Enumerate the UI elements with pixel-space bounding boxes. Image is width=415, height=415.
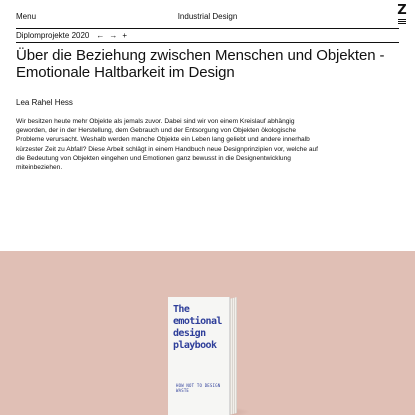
zhdk-logo[interactable] (397, 5, 407, 27)
logo-line (398, 19, 406, 20)
logo-line (398, 21, 406, 22)
project-image (0, 251, 415, 415)
previous-arrow-icon[interactable]: ← (96, 31, 105, 40)
book-subtitle: HOW NOT TO DESIGN WASTE (176, 383, 221, 393)
next-arrow-icon[interactable]: → (109, 31, 118, 40)
book-title-line: emotional (173, 316, 222, 327)
book-cover (168, 297, 230, 415)
book-title-line: design (173, 328, 206, 339)
collection-link[interactable]: Diplomprojekte 2020 (16, 31, 90, 40)
site-title[interactable]: Industrial Design (177, 12, 238, 21)
book-title-line: playbook (173, 340, 217, 351)
plus-icon[interactable]: + (122, 31, 128, 40)
subnav-divider (16, 42, 399, 43)
author-name: Lea Rahel Hess (16, 98, 73, 107)
header-divider (16, 28, 399, 29)
book-title-line: The (173, 304, 190, 315)
book-title (173, 304, 233, 352)
project-navigation (16, 31, 127, 40)
menu-button[interactable]: Menu (16, 12, 37, 21)
logo-line (398, 23, 406, 24)
project-title: Über die Beziehung zwischen Menschen und Objekten - Emotionale Haltbarkeit im Design (16, 47, 385, 81)
logo-letter: Z (397, 3, 407, 18)
top-bar (0, 0, 415, 26)
project-description: Wir besitzen heute mehr Objekte als jemals zuvor. Dabei sind wir von einem Kreislauf abhängig geworden, der in der Herstellung, dem Gebrauch und der Entsorgung von Objekten ökologische Probleme verursacht. Weshalb werden manche Objekte ein Leben lang geliebt und andere innerhalb kürzester Zeit zu Abfall? Diese Arbeit schlägt in einem Handbuch neue Designprinzipien vor, welche auf die Bedeutung von Objekten eingehen und Emotionen ganz bewusst in die Designentwicklung miteinbeziehen. (16, 118, 319, 172)
